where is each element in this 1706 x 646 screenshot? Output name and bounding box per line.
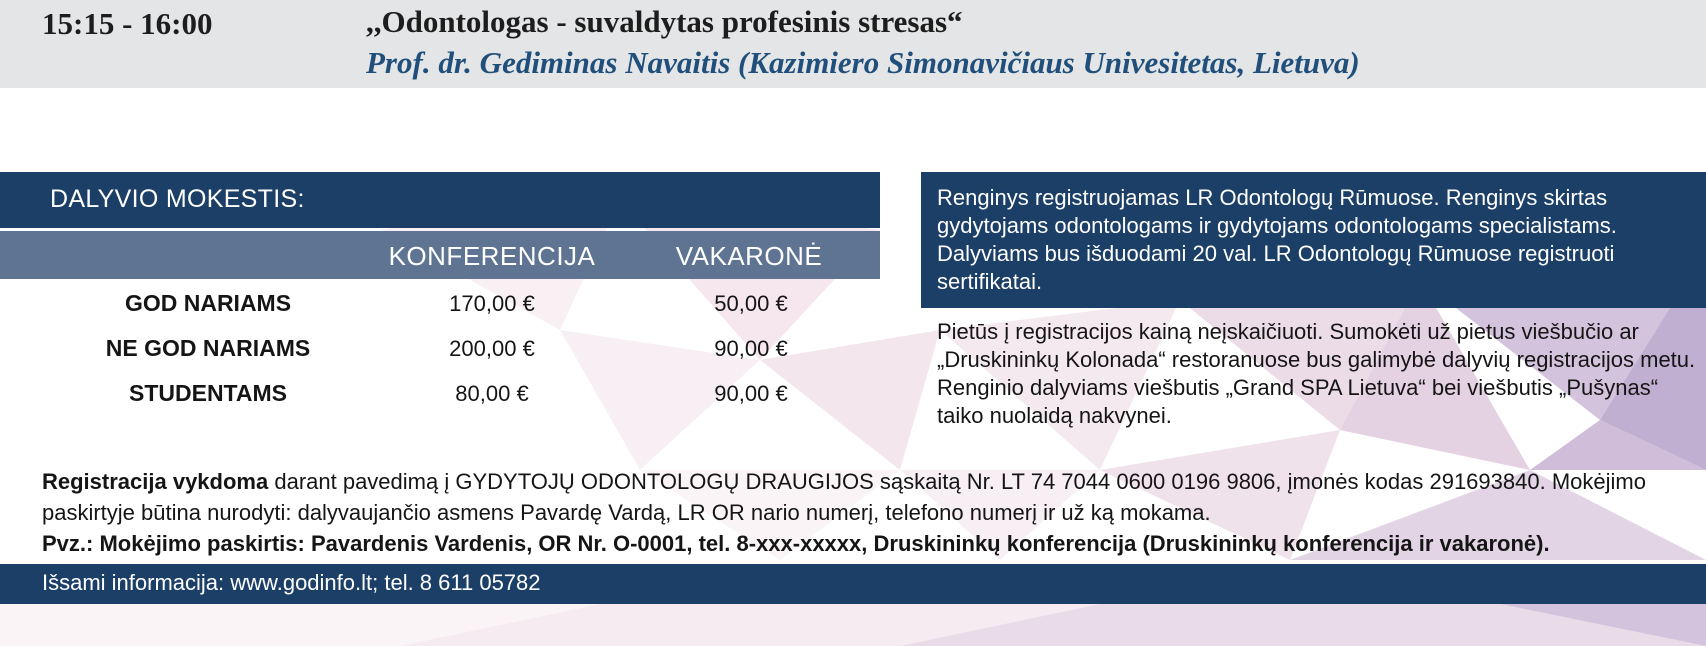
fee-conference-price: 200,00 € (449, 336, 535, 361)
fee-evening-price: 90,00 € (714, 381, 788, 406)
registration-lead-bold: Registracija vykdoma (42, 469, 269, 494)
fee-category: STUDENTAMS (128, 380, 288, 406)
fee-column-headers (0, 231, 880, 279)
registration-details: darant pavedimą į GYDYTOJŲ ODONTOLOGŲ DRAUGIJOS sąskaitą Nr. LT 74 7044 0600 0196 9806, įmonės kodas 291693840. Mokėjimo paskirtyje būtina nurodyti: dalyvaujančio asmens Pavardę Vardą, LR OR nario numerį, telefono numerį ir už ką mokama. (42, 469, 1646, 525)
registration-instructions (42, 466, 1692, 559)
fee-conference-price: 80,00 € (455, 381, 529, 406)
footer-bar (0, 564, 1706, 604)
fee-row-students (0, 372, 880, 417)
fee-table-header (0, 172, 880, 228)
speaker-name: Prof. dr. Gediminas Navaitis (Kazimiero Simonavičiaus Univesitetas, Lietuva) (366, 45, 1360, 80)
schedule-band (0, 0, 1706, 88)
fee-conference-price: 170,00 € (449, 291, 535, 316)
column-evening: VAKARONĖ (675, 241, 823, 271)
footer-contact: Išsami informacija: www.godinfo.lt; tel. 8 611 05782 (42, 570, 541, 595)
fee-row-members (0, 282, 880, 327)
session-time: 15:15 - 16:00 (42, 6, 213, 41)
registration-note: Renginys registruojamas LR Odontologų Rūmuose. Renginys skirtas gydytojams odontologams ir gydytojams odontologams specialistams. Dalyviams bus išduodami 20 val. LR Odontologų Rūmuose registruoti sertifikatai. (937, 185, 1617, 294)
fee-table-body (0, 282, 880, 417)
talk-title: ,,Odontologas - suvaldytas profesinis stresas“ (366, 4, 963, 39)
registration-info-box (921, 172, 1706, 308)
fee-evening-price: 50,00 € (714, 291, 788, 316)
fee-row-non-members (0, 327, 880, 372)
payment-example: Pvz.: Mokėjimo paskirtis: Pavardenis Vardenis, OR Nr. O-0001, tel. 8-xxx-xxxxx, Druskininkų konferencija (Druskininkų konferencija ir vakaronė). (42, 531, 1550, 556)
fee-category: GOD NARIAMS (124, 290, 292, 316)
fee-evening-price: 90,00 € (714, 336, 788, 361)
fee-category: NE GOD NARIAMS (105, 335, 311, 361)
fee-table-title: DALYVIO MOKESTIS: (50, 185, 305, 213)
column-conference: KONFERENCIJA (388, 241, 596, 271)
lunch-note: Pietūs į registracijos kainą neįskaičiuoti. Sumokėti už pietus viešbučio ar „Druskininkų Kolonada“ restoranuose bus galimybė dalyvių registracijos metu. Renginio dalyviams viešbutis „Grand SPA Lietuva“ bei viešbutis „Pušynas“ taiko nuolaidą nakvynei. (937, 319, 1696, 428)
